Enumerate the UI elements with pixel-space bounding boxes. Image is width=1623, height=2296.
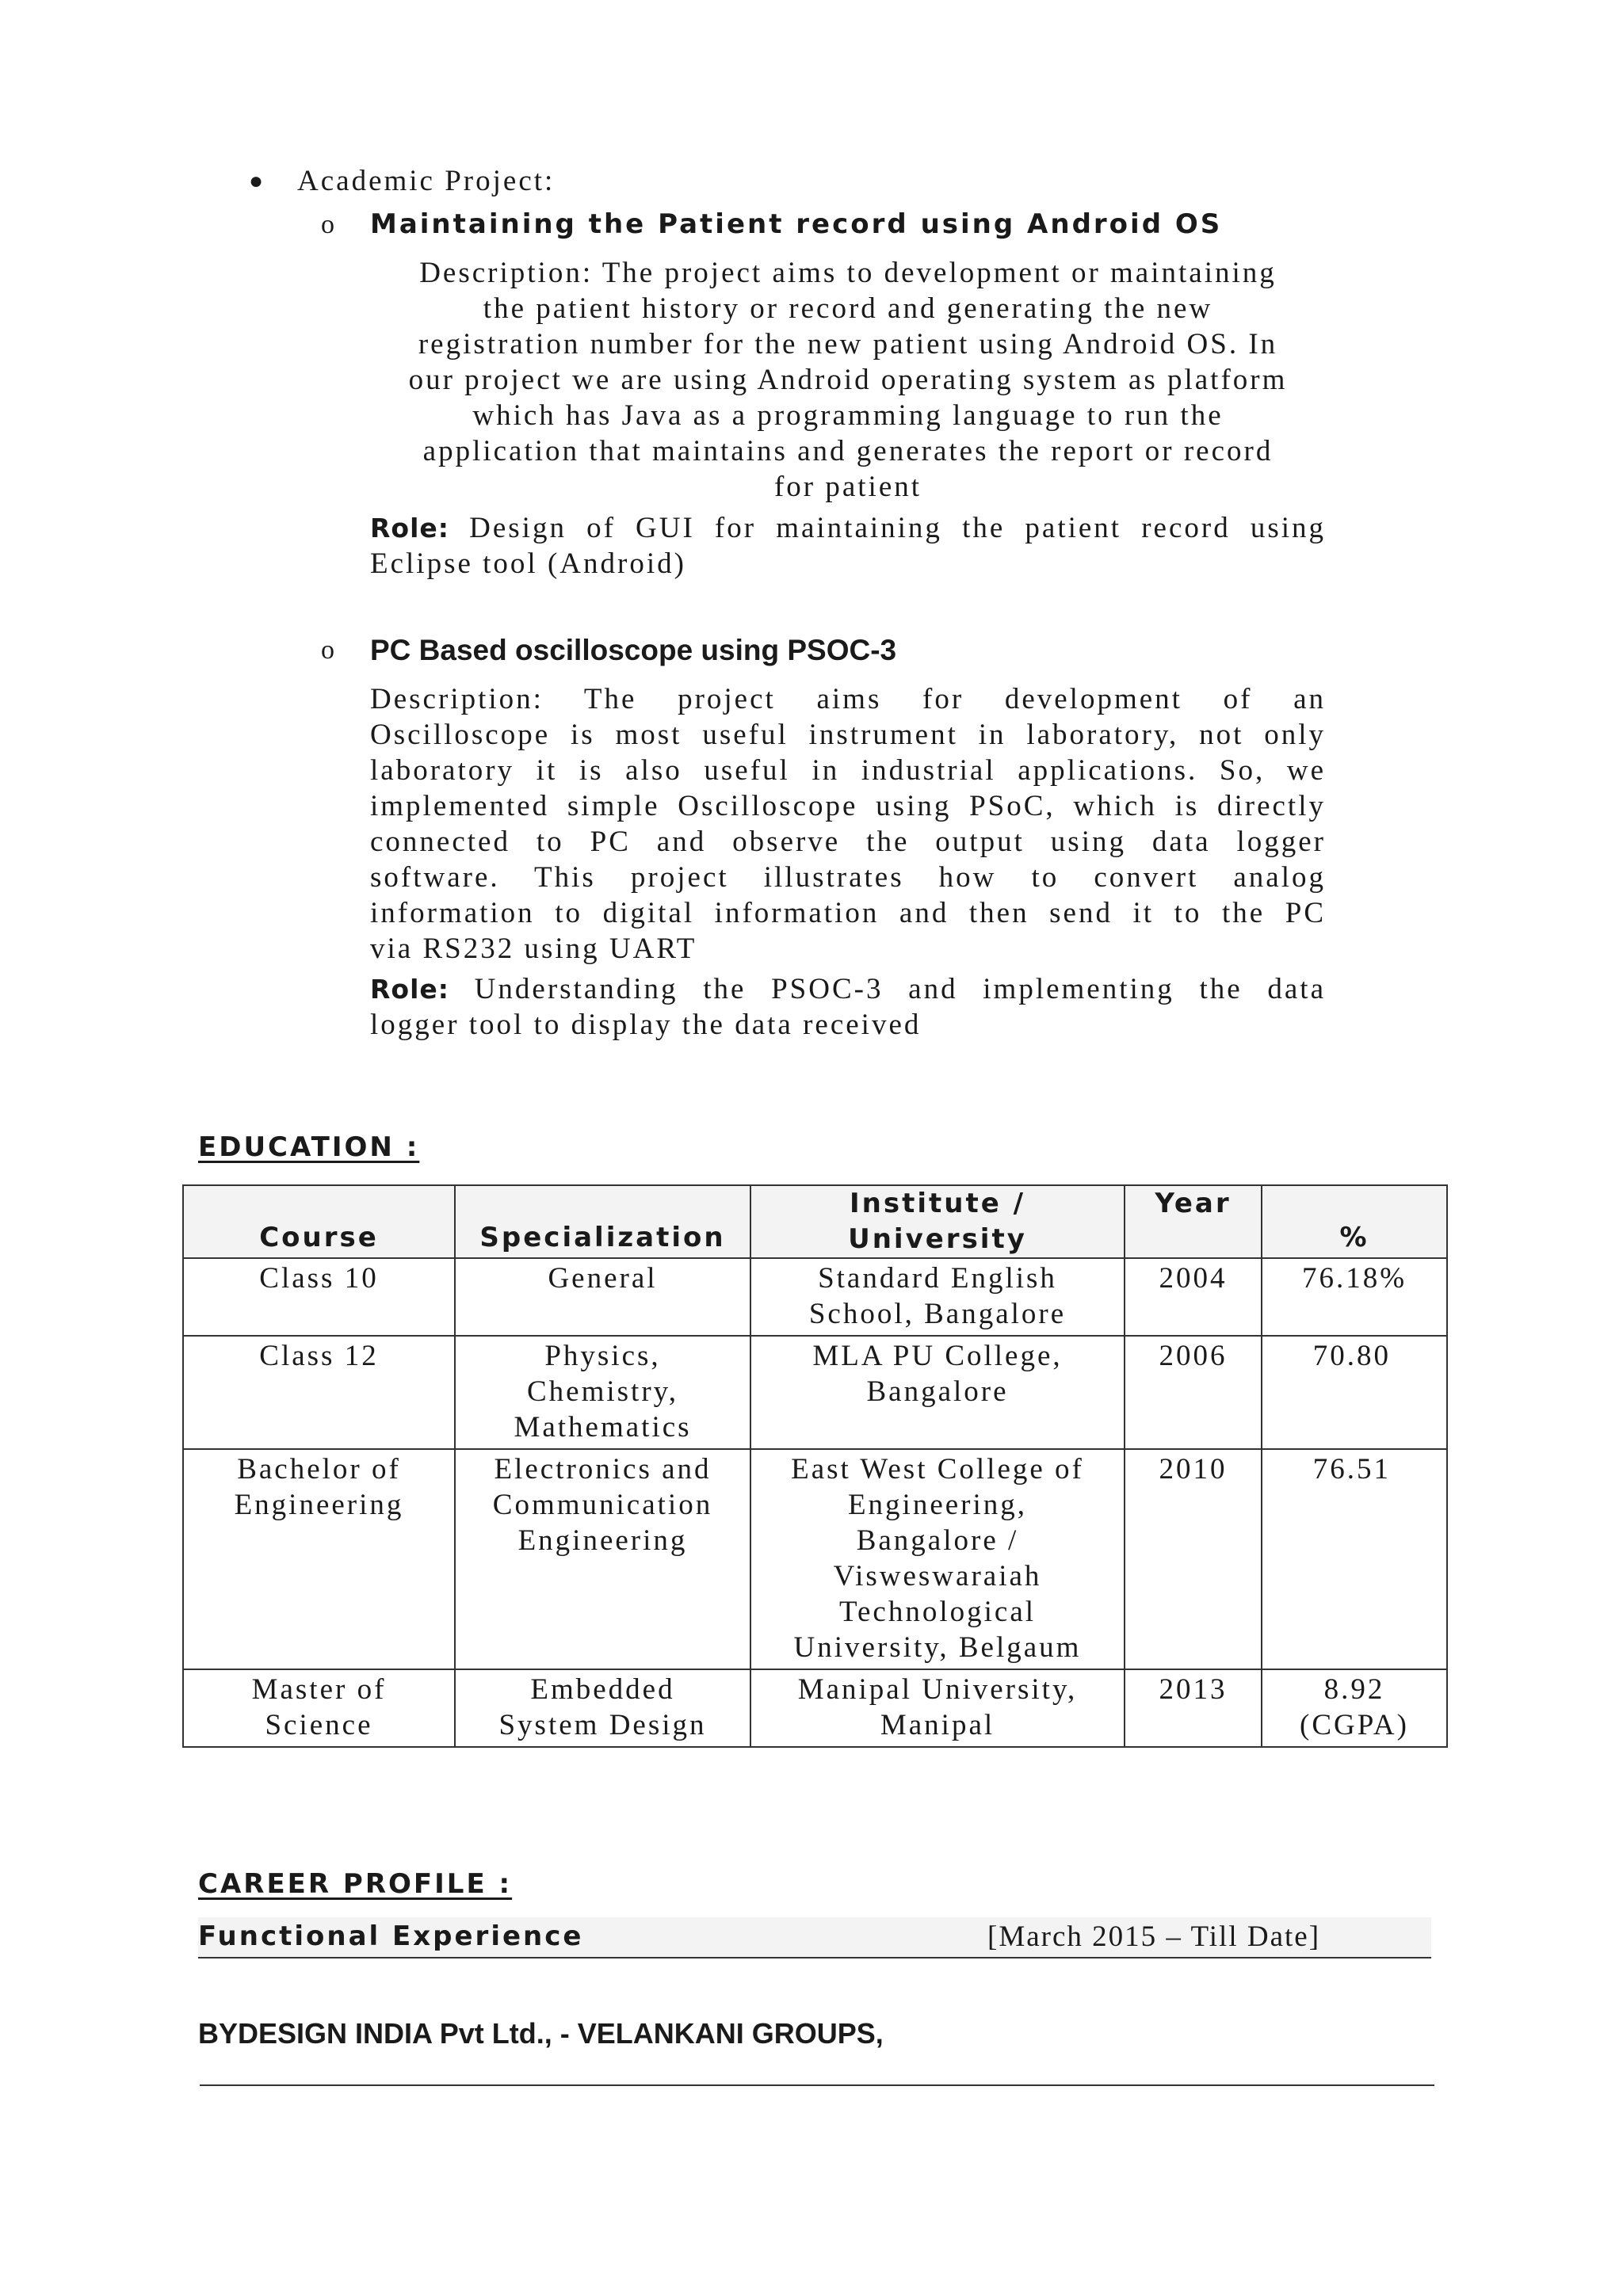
role-text: Eclipse tool (Android)	[370, 547, 686, 580]
description-line: Description: The project aims to development or maintaining	[419, 257, 1277, 289]
description-line: Description: The project aims for development of an	[370, 683, 1326, 715]
header-course: Course	[183, 1185, 455, 1258]
cell-percent: 8.92 (CGPA)	[1262, 1669, 1447, 1747]
header-institute-line: Institute /	[849, 1188, 1026, 1219]
role-text: Understanding the PSOC-3 and implementing the data	[474, 973, 1326, 1005]
project-description-2	[370, 681, 1326, 967]
bullet-dot: ●	[249, 168, 264, 194]
table-row	[183, 1449, 1447, 1669]
cell-course: Class 10	[183, 1258, 455, 1336]
education-title: EDUCATION :	[198, 1131, 420, 1163]
table-row	[183, 1336, 1447, 1449]
table-header-row	[183, 1185, 1447, 1258]
cell-course: Class 12	[183, 1336, 455, 1449]
cell-specialization: Physics, Chemistry, Mathematics	[455, 1336, 750, 1449]
cell-institute: Standard English School, Bangalore	[750, 1258, 1125, 1336]
divider-line	[200, 2084, 1434, 2086]
career-profile-title: CAREER PROFILE :	[198, 1868, 513, 1900]
project-role-1	[370, 510, 1326, 582]
description-line: application that maintains and generates the report or record	[422, 435, 1274, 467]
cell-institute: East West College of Engineering, Bangalore / Visweswaraiah Technological University, Belgaum	[750, 1449, 1125, 1669]
academic-project-label: Academic Project:	[297, 165, 556, 197]
project-title-1: Maintaining the Patient record using Android OS	[370, 208, 1223, 240]
header-institute	[750, 1185, 1125, 1258]
cell-year: 2010	[1125, 1449, 1262, 1669]
cell-specialization: General	[455, 1258, 750, 1336]
cell-course: Bachelor of Engineering	[183, 1449, 455, 1669]
description-line: the patient history or record and generating the new	[483, 292, 1213, 325]
header-institute-line: University	[848, 1223, 1027, 1255]
cell-institute: MLA PU College, Bangalore	[750, 1336, 1125, 1449]
description-line: registration number for the new patient using Android OS. In	[418, 328, 1278, 360]
project-title-2: PC Based oscilloscope using PSOC-3	[370, 634, 897, 666]
cell-year: 2013	[1125, 1669, 1262, 1747]
cell-year: 2004	[1125, 1258, 1262, 1336]
role-text: logger tool to display the data received	[370, 1009, 922, 1041]
cell-specialization: Embedded System Design	[455, 1669, 750, 1747]
description-line: connected to PC and observe the output using data logger	[370, 826, 1326, 858]
cell-course: Master of Science	[183, 1669, 455, 1747]
project-description-1	[370, 255, 1326, 505]
table-row	[183, 1669, 1447, 1747]
description-line: for patient	[773, 471, 922, 503]
role-label: Role:	[370, 974, 449, 1005]
cell-percent: 76.18%	[1262, 1258, 1447, 1336]
sub-bullet-circle: o	[321, 635, 337, 665]
sub-bullet-circle: o	[321, 210, 337, 239]
cell-specialization: Electronics and Communication Engineering	[455, 1449, 750, 1669]
role-label: Role:	[370, 513, 449, 543]
header-year: Year	[1125, 1185, 1262, 1258]
description-line: Oscilloscope is most useful instrument in laboratory, not only	[370, 719, 1326, 751]
description-line: implemented simple Oscilloscope using PSoC, which is directly	[370, 790, 1326, 822]
description-line: our project we are using Android operating system as platform	[408, 364, 1288, 396]
functional-experience-label: Functional Experience	[198, 1920, 584, 1952]
description-line: laboratory it is also useful in industrial applications. So, we	[370, 754, 1326, 787]
role-text: Design of GUI for maintaining the patient record using	[469, 512, 1327, 544]
company-name: BYDESIGN INDIA Pvt Ltd., - VELANKANI GROUPS,	[198, 2017, 884, 2050]
cell-percent: 76.51	[1262, 1449, 1447, 1669]
cell-institute: Manipal University, Manipal	[750, 1669, 1125, 1747]
header-percent: %	[1262, 1185, 1447, 1258]
description-line: information to digital information and then send it to the PC	[370, 897, 1326, 929]
description-line: software. This project illustrates how to convert analog	[370, 861, 1326, 894]
project-role-2	[370, 971, 1326, 1043]
description-line: via RS232 using UART	[370, 933, 697, 965]
cell-percent: 70.80	[1262, 1336, 1447, 1449]
table-row	[183, 1258, 1447, 1336]
cell-year: 2006	[1125, 1336, 1262, 1449]
education-table	[182, 1184, 1448, 1748]
functional-experience-dates: [March 2015 – Till Date]	[987, 1920, 1321, 1953]
header-specialization: Specialization	[455, 1185, 750, 1258]
description-line: which has Java as a programming language to run the	[472, 399, 1224, 432]
